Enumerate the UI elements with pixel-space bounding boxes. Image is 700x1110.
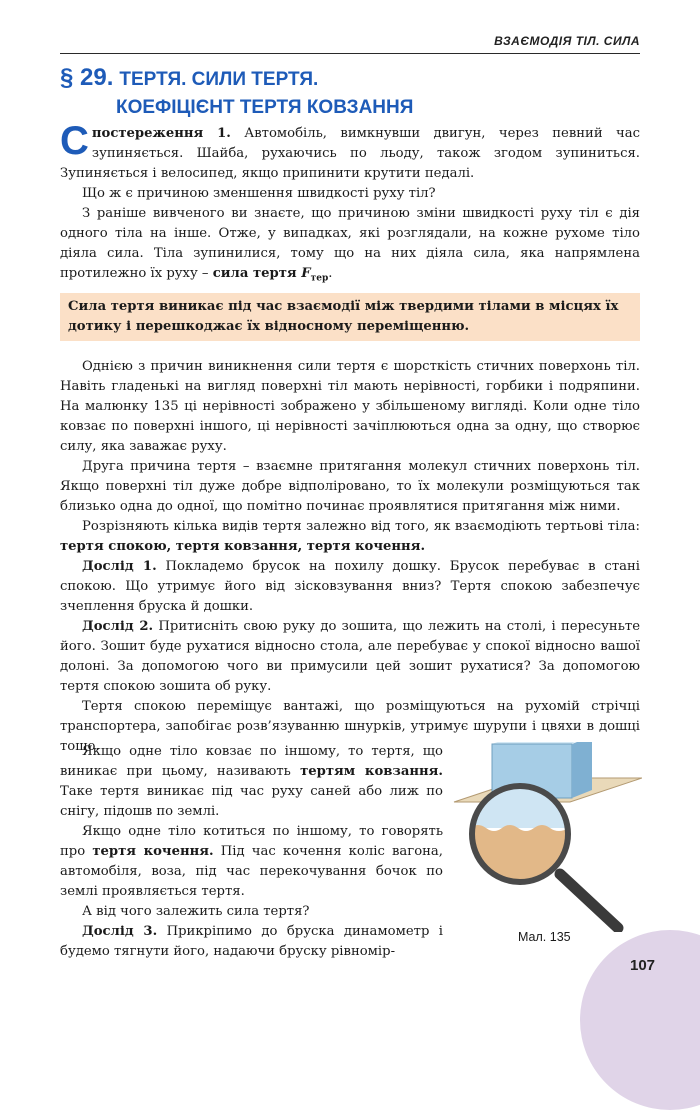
section-title: [60, 64, 620, 121]
observation-text: Автомобіль, вимкнувши двигун, через певний час зупиняється. Шайба, рухаючись по льоду, також згодом зупиниться. Зупиняється і велосипед, якщо припинити крутити педалі.: [60, 126, 640, 181]
observation-label: постереження 1.: [91, 126, 231, 141]
body-paragraph-1: Однією з причин виникнення сили тертя є шорсткість стичних поверхонь тіл. Навіть гладенькі на вигляд поверхні тіл мають нерівності, горбики і подряпини. На малюнку 135 ці нерівності зображено у збільшеному вигляді. Коли одне тіло ковзає по поверхні іншого, ці нерівності зачіплюються одна за одну, що створює силу, яка заважає руху.: [60, 359, 640, 454]
sliding-text-b: Таке тертя виникає під час руху саней або лиж по снігу, підошв по землі.: [60, 784, 443, 819]
experiment-2-label: Дослід 2.: [82, 619, 154, 634]
body-paragraph-2: Друга причина тертя – взаємне притягання молекул стичних поверхонь тіл. Якщо поверхні тіл дуже добре відполіровано, то їх молекули розміщуються так близько одна до одної, що помітно починає проявлятися притягання між ними.: [60, 459, 640, 514]
experiment-3-text: Прикріпимо до бруска динамометр і будемо тягнути його, надаючи бруску рівномір-: [60, 924, 443, 959]
definition-text: Сила тертя виникає під час взаємодії між твердими тілами в місцях їх дотику і перешкоджає їх відносному переміщенню.: [68, 299, 619, 334]
friction-force-term: сила тертя: [212, 266, 302, 281]
running-head: ВЗАЄМОДІЯ ТІЛ. СИЛА: [494, 34, 640, 48]
experiment-2: [60, 617, 640, 697]
force-subscript: тер: [310, 273, 329, 284]
experiment-3-label: Дослід 3.: [82, 924, 158, 939]
explanation-text: З раніше вивченого ви знаєте, що причиною зміни швидкості руху тіл є дія одного тіла на інше. Отже, у випадках, які розглядали, на кожне рухоме тіло діяла сила. Тіла зупинилися, тому що на них діяла сила, яка напрямлена протилежно їх руху –: [60, 206, 640, 281]
figure-135: [452, 742, 642, 932]
question-paragraph: Що ж є причиною зменшення швидкості руху тіл?: [82, 186, 436, 201]
sliding-text-a: Якщо одне тіло ковзає по іншому, то тертя, що виникає при цьому, називають: [60, 744, 443, 779]
experiment-1-text: Покладемо брусок на похилу дошку. Брусок перебуває в стані спокою. Що утримує його від зісковзування вниз? Тертя спокою забезпечує зчеплення бруска й дошки.: [60, 559, 640, 614]
sliding-friction-term: тертям ковзання.: [300, 764, 443, 779]
experiment-1: [60, 557, 640, 617]
force-symbol: F: [301, 266, 311, 281]
title-line-1: ТЕРТЯ. СИЛИ ТЕРТЯ.: [119, 69, 319, 90]
block-side: [572, 742, 592, 798]
body-paragraph-3: [60, 517, 640, 557]
observation-paragraph: [60, 119, 640, 184]
sliding-friction-paragraph: [60, 742, 443, 822]
page-number: 107: [630, 957, 656, 974]
explanation-paragraph: [60, 204, 640, 289]
magnifier-illustration: [452, 742, 642, 932]
friction-types-intro: Розрізняють кілька видів тертя залежно від того, як взаємодіють тертьові тіла:: [82, 519, 640, 534]
rolling-text-a: Якщо одне тіло котиться по іншому, то говорять про: [60, 824, 443, 859]
drop-cap: С: [60, 119, 89, 163]
body-paragraph-6: Тертя спокою переміщує вантажі, що розміщуються на рухомій стрічці транспортера, запобігає розв’язуванню шнурків, утримує шурупи і цвяхи в дошці тощо.: [60, 699, 640, 754]
header-rule: [60, 53, 640, 54]
rolling-friction-term: тертя кочення.: [92, 844, 214, 859]
intro-text: [60, 119, 640, 289]
figure-caption: Мал. 135: [518, 930, 571, 944]
explanation-end: .: [328, 266, 333, 281]
definition-box: [60, 293, 640, 341]
wrapped-text: [60, 742, 443, 962]
experiment-2-text: Притисніть свою руку до зошита, що лежить на столі, і пересуньте його. Зошит буде рухатися відносно стола, але перебуває у спокої відносно вашої долоні. За допомогою чого ви примусили цей зошит рухатися? За допомогою тертя спокою зошита об руку.: [60, 619, 640, 694]
body-text: [60, 357, 640, 757]
rolling-text-b: Під час кочення коліс вагона, автомобіля, воза, під час перекочування бочок по землі проявляється тертя.: [60, 844, 443, 899]
friction-types: тертя спокою, тертя ковзання, тертя кочення.: [60, 539, 426, 554]
section-number: § 29.: [60, 64, 114, 91]
experiment-1-label: Дослід 1.: [82, 559, 157, 574]
experiment-3: [60, 922, 443, 962]
rolling-friction-paragraph: [60, 822, 443, 902]
question-paragraph-2: А від чого залежить сила тертя?: [82, 904, 310, 919]
magnifier-handle: [560, 874, 618, 928]
title-line-2: КОЕФІЦІЄНТ ТЕРТЯ КОВЗАННЯ: [116, 97, 414, 118]
